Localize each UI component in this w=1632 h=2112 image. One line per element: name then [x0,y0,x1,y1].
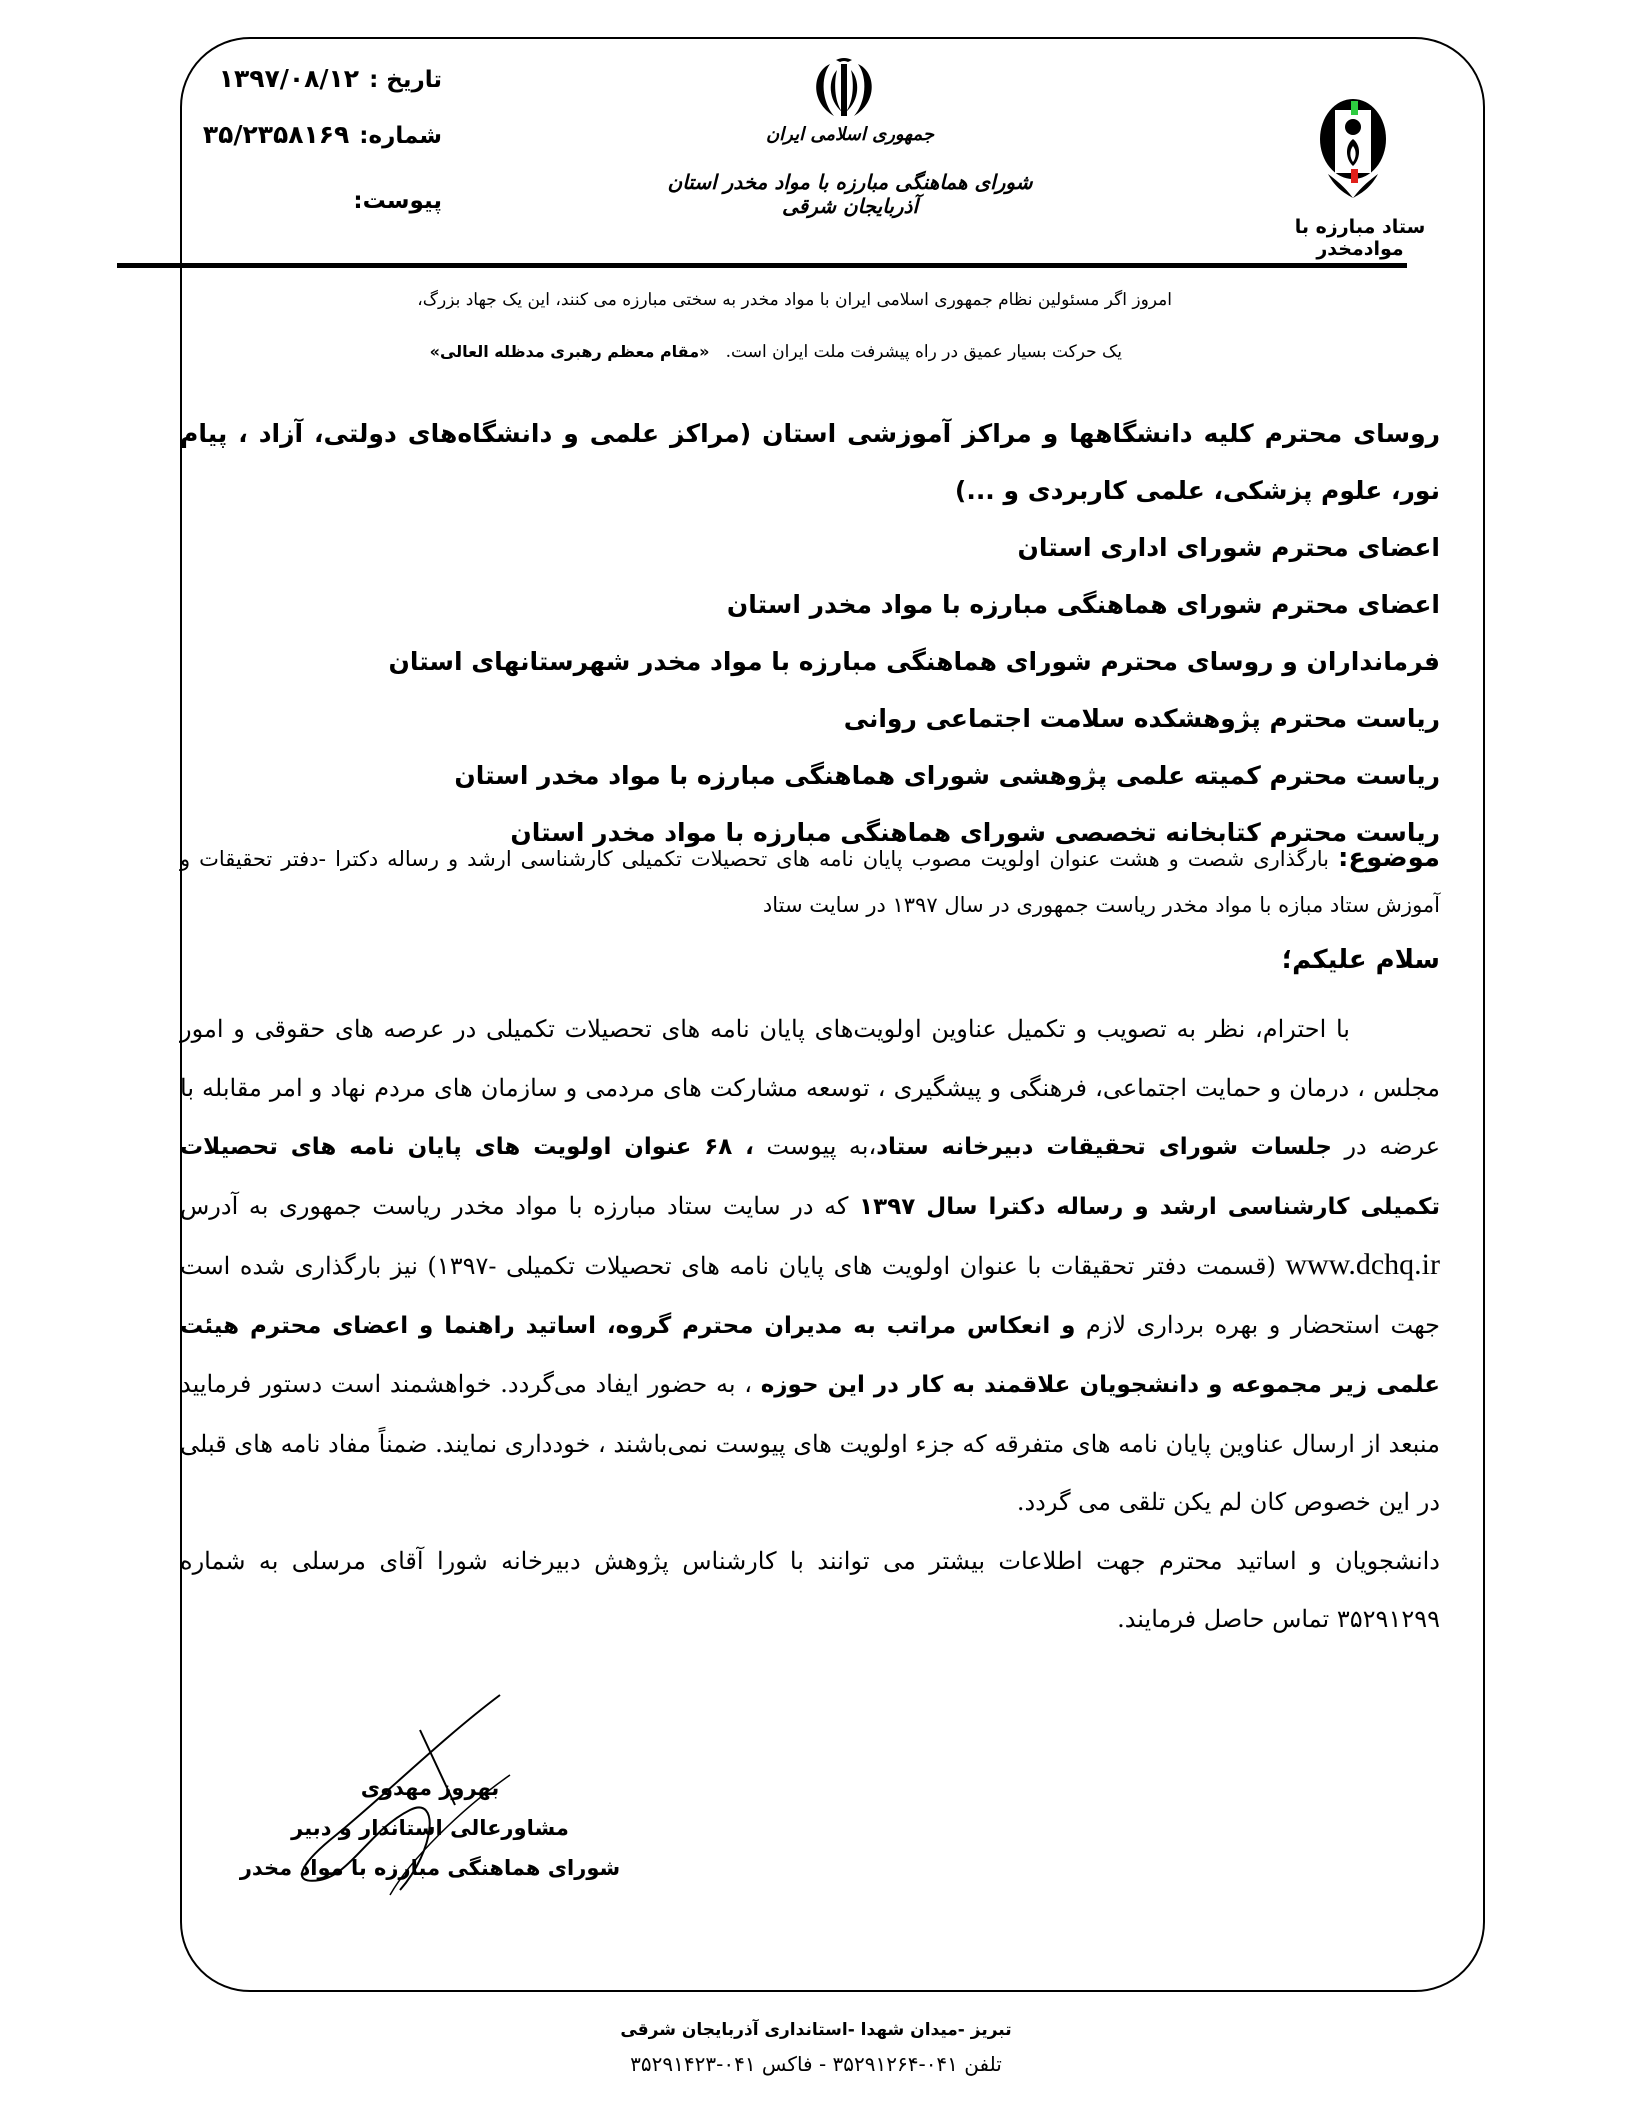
body-bold-text: و انعکاس مراتب به مدیران محترم گروه، اساتید راهنما و اعضای محترم هیئت علمی زیر مجموعه و دانشجویان علاقمند به کار در این حوزه [180,1312,1440,1398]
motto-line-2 [430,342,1122,362]
greeting: سلام علیکم؛ [1281,945,1440,975]
recipient-item: ریاست محترم پژوهشکده سلامت اجتماعی روانی [843,704,1440,733]
iran-emblem-icon [806,56,882,122]
motto-text: یک حرکت بسیار عمیق در راه پیشرفت ملت ایران است. [725,342,1122,362]
header-divider [117,263,1407,268]
body-paragraph-1 [180,1000,1440,1532]
date-value: ۱۳۹۷/۰۸/۱۲ [218,64,360,93]
body-text: ، به حضور ایفاد می‌گردد. خواهشمند است دستور فرمایید منبعد از ارسال عناوین پایان نامه های متفرقه که جزء اولویت های پیوست نمی‌باشند ، خودداری نمایند. ضمناً مفاد نامه های قبلی در این خصوص کان لم یکن تلقی می گردد. [180,1370,1440,1516]
signer-name: بهروز مهدوی [360,1776,500,1800]
date-field [219,64,442,93]
recipient-item: اعضای محترم شورای هماهنگی مبارزه با مواد مخدر استان [726,590,1440,619]
motto-attribution: «مقام معظم رهبری مدظله العالی» [429,342,710,361]
signature-block [230,1768,630,1888]
body-text: (قسمت دفتر تحقیقات با عنوان اولویت های پایان نامه های تحصیلات تکمیلی -۱۳۹۷) نیز بارگذاری شده است جهت استحضار و بهره برداری لازم [180,1252,1441,1339]
number-field [203,120,442,149]
body-bold-text: جلسات شورای تحقیقات دبیرخانه ستاد [876,1134,1332,1160]
signer-title: مشاورعالی استاندار و دبیر [291,1816,569,1840]
logo-caption: ستاد مبارزه با موادمخدر [1294,216,1426,260]
body-text: با احترام، نظر به تصویب و تکمیل عناوین اولویت‌های پایان نامه های تحصیلات تکمیلی در عرصه های حقوقی و امور مجلس ، درمان و حمایت اجتماعی، فرهنگی و پیشگیری ، توسعه مشارکت های مردمی و سازمان های مردم نهاد و امر مقابله با عرضه در [180,1015,1441,1160]
motto-line-1: امروز اگر مسئولین نظام جمهوری اسلامی ایران با مواد مخدر به سختی مبارزه می کنند، این یک جهاد بزرگ، [417,290,1172,310]
anti-narcotics-logo-icon [1308,94,1398,204]
recipient-item: روسای محترم کلیه دانشگاهها و مراکز آموزشی استان (مراکز علمی و دانشگاه‌های دولتی، آزاد ، پیام نور، علوم پزشکی، علمی کاربردی و ...) [180,419,1440,505]
recipient-item: ریاست محترم کمیته علمی پژوهشی شورای هماهنگی مبارزه با مواد مخدر استان [454,761,1440,790]
signer-organization: شورای هماهنگی مبارزه با مواد مخدر [239,1856,621,1880]
number-value: ۳۵/۲۳۵۸۱۶۹ [202,120,350,149]
letter-body [180,1000,1440,1649]
website-link[interactable]: www.dchq.ir [1285,1248,1440,1281]
footer-contact: تلفن ۰۴۱-۳۵۲۹۱۲۶۴ - فاکس ۰۴۱-۳۵۲۹۱۴۲۳ [630,2052,1002,2076]
subject-text: بارگذاری شصت و هشت عنوان اولویت مصوب پایان نامه های تحصیلات تکمیلی کارشناسی ارشد و رساله دکترا -دفتر تحقیقات و آموزش ستاد مبازه با مواد مخدر ریاست جمهوری در سال ۱۳۹۷ در سایت ستاد [180,847,1440,917]
date-label: تاریخ : [369,67,442,93]
subject-label: موضوع: [1338,843,1440,873]
council-title: شورای هماهنگی مبارزه با مواد مخدر استان آذربایجان شرقی [667,170,1033,218]
subject [180,835,1440,928]
attachment-field [353,188,442,214]
recipients-list [180,405,1440,861]
footer-address: تبریز -میدان شهدا -استانداری آذربایجان شرقی [620,2020,1012,2040]
recipient-item: فرمانداران و روسای محترم شورای هماهنگی مبارزه با مواد مخدر شهرستانهای استان [388,647,1440,676]
recipient-item: اعضای محترم شورای اداری استان [1017,533,1440,562]
body-bold-text: ، ۶۸ عنوان اولویت های پایان نامه های تحصیلات تکمیلی کارشناسی ارشد و رساله دکترا سال ۱۳۹۷ [180,1134,1441,1220]
attachment-label: پیوست: [353,188,442,214]
number-label: شماره: [359,123,442,149]
body-paragraph-2: دانشجویان و اساتید محترم جهت اطلاعات بیشتر می توانند با کارشناس پژوهش دبیرخانه شورا آقای مرسلی به شماره ۳۵۲۹۱۲۹۹ تماس حاصل فرمایند. [180,1546,1440,1633]
body-text: که در سایت ستاد مبارزه با مواد مخدر ریاست جمهوری به آدرس [180,1191,860,1220]
republic-title: جمهوری اسلامی ایران [765,124,935,145]
recipient-item: ریاست محترم کتابخانه تخصصی شورای هماهنگی مبارزه با مواد مخدر استان [510,818,1440,847]
body-text: ،به پیوست [753,1132,877,1160]
